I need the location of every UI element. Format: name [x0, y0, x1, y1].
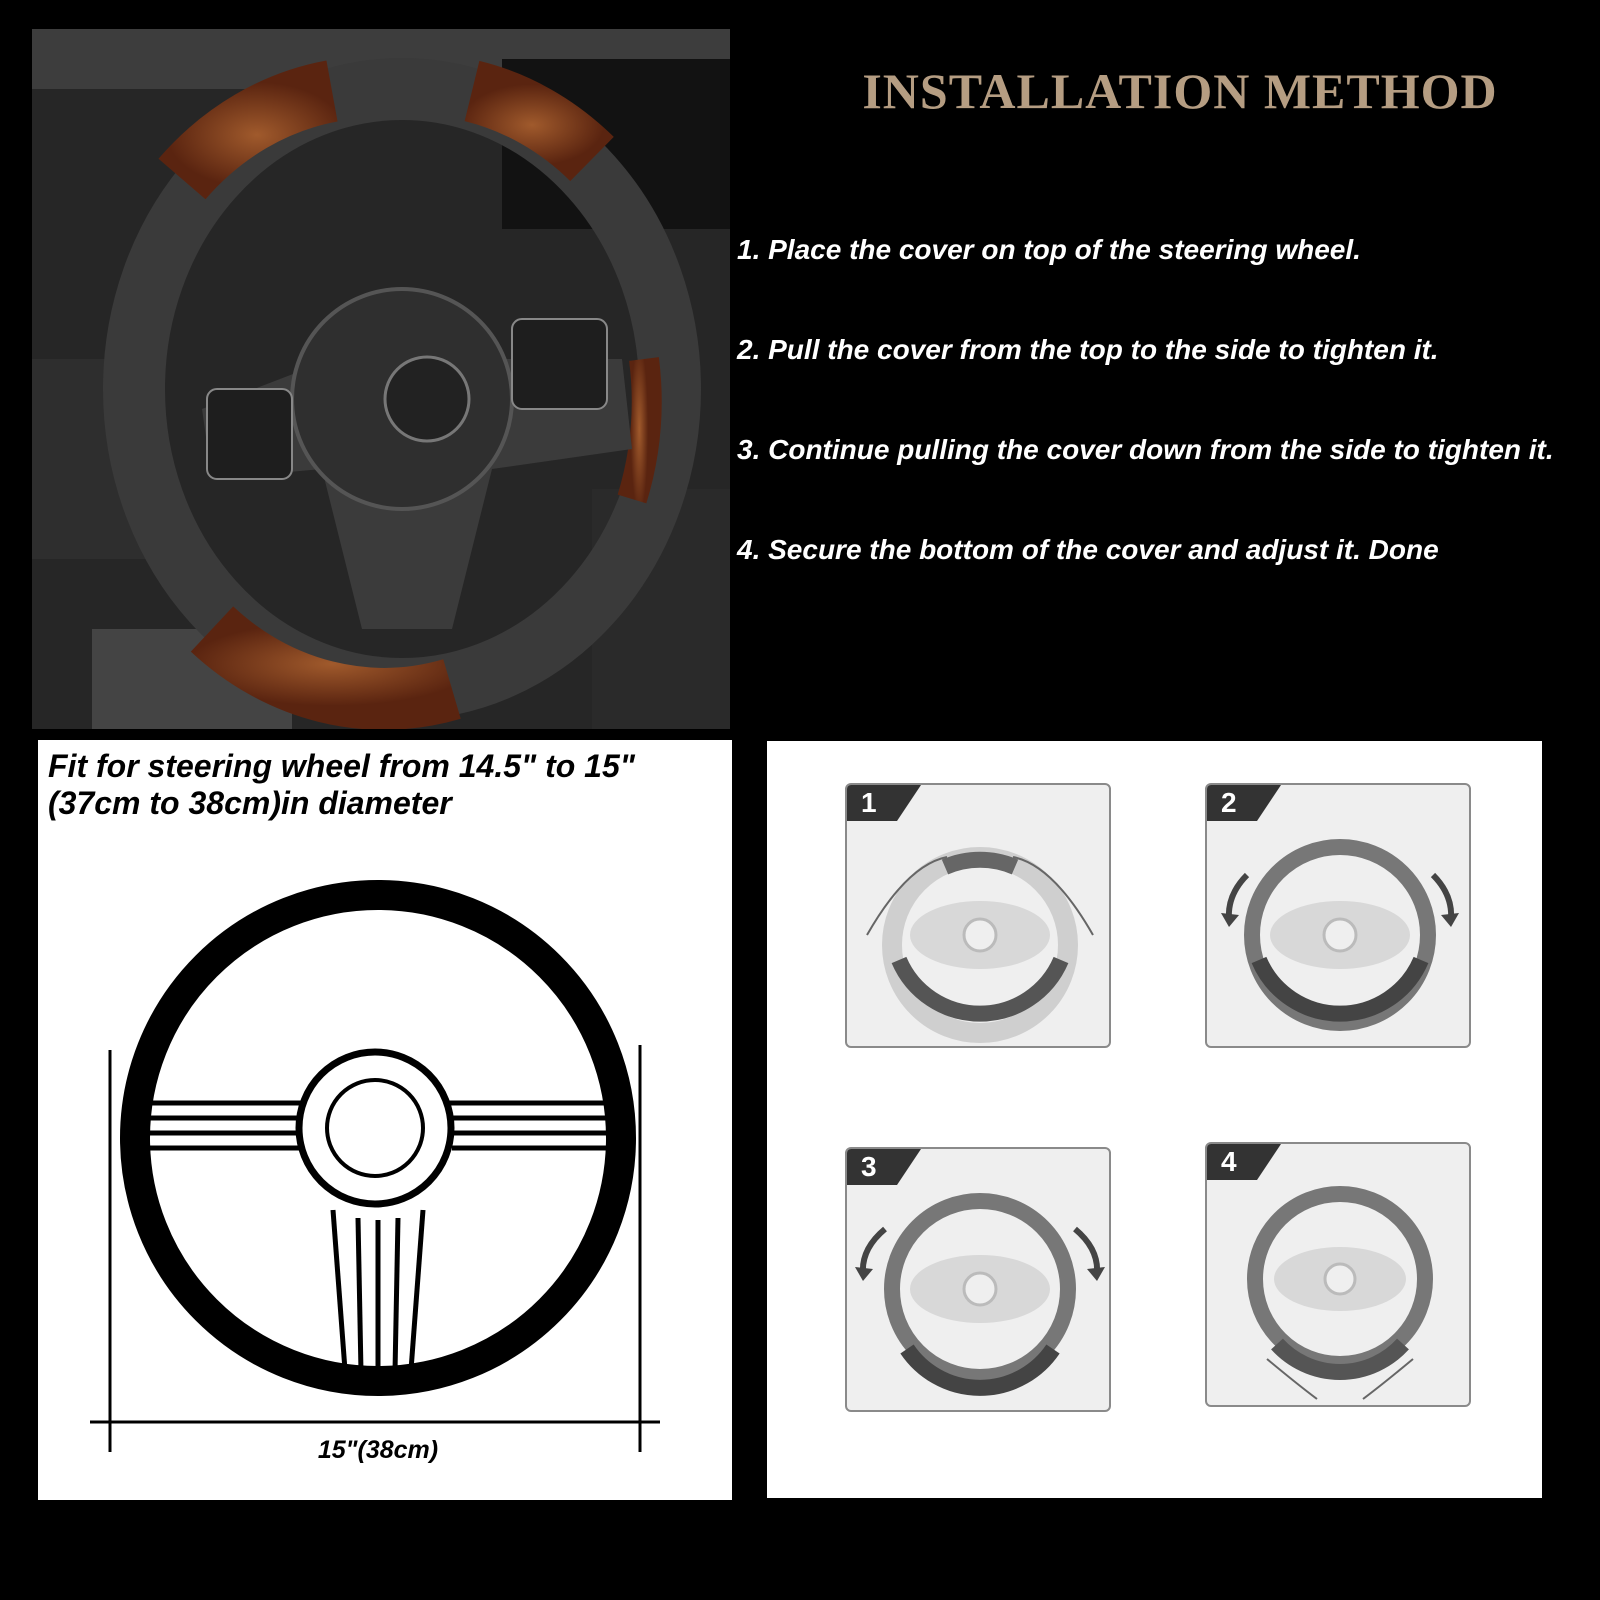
product-photo	[32, 29, 730, 729]
step-illustrations-panel	[767, 741, 1542, 1498]
step-card-1	[845, 783, 1111, 1048]
fit-description	[48, 748, 728, 822]
step-3-text: 3. Continue pulling the cover down from the side to tighten it.	[737, 434, 1554, 465]
step-1-text: 1. Place the cover on top of the steering wheel.	[737, 234, 1361, 265]
fit-line-2: (37cm to 38cm)in diameter	[48, 785, 452, 821]
step-4-text: 4. Secure the bottom of the cover and adjust it. Done	[737, 534, 1439, 565]
step-card-3	[845, 1147, 1111, 1412]
steering-wheel-diagram	[38, 740, 732, 1500]
step-card-number: 2	[1221, 787, 1237, 818]
step-card-number: 1	[861, 787, 877, 818]
step-card-number: 3	[861, 1151, 877, 1182]
page-title: INSTALLATION METHOD	[862, 63, 1498, 119]
fit-line-1: Fit for steering wheel from 14.5" to 15"	[48, 748, 635, 784]
step-card-2	[1205, 783, 1471, 1048]
step-2-text: 2. Pull the cover from the top to the side to tighten it.	[737, 334, 1439, 365]
dimension-label: 15"(38cm)	[317, 1436, 439, 1464]
step-card-4	[1205, 1142, 1471, 1407]
fit-diagram-panel	[38, 740, 732, 1500]
step-card-number: 4	[1221, 1146, 1237, 1177]
